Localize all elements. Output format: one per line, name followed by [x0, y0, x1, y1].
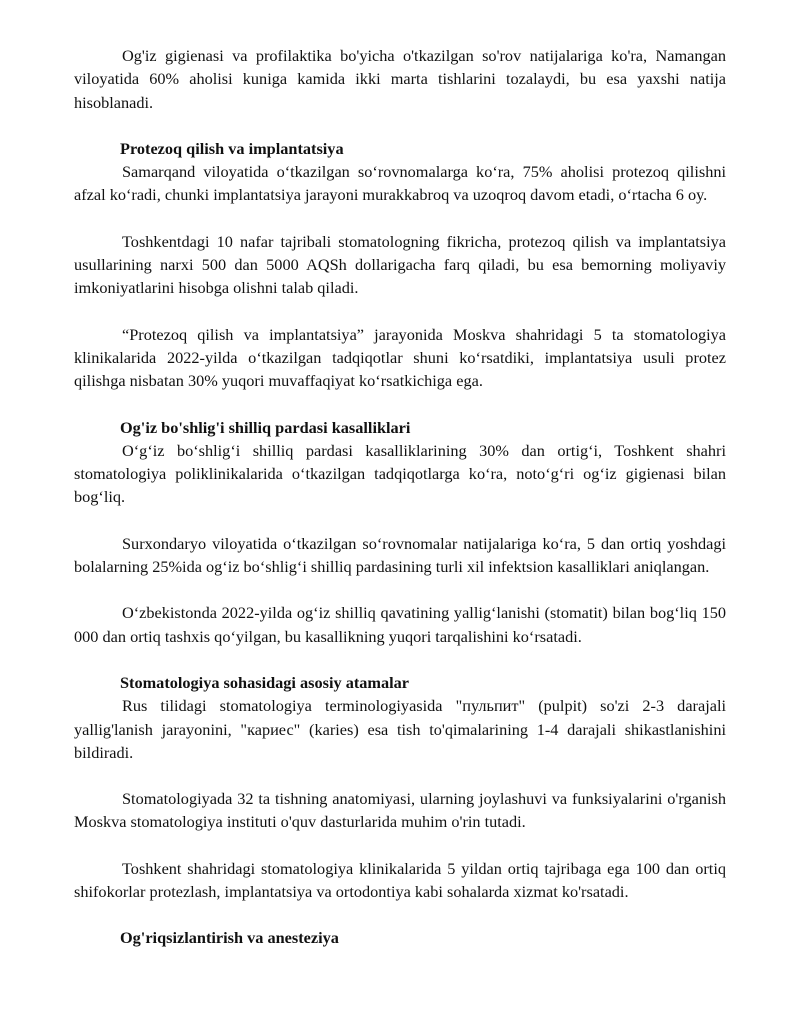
paragraph-surxondaryo: Surxondaryo viloyatida o‘tkazilgan so‘rovnomalar natijalariga ko‘ra, 5 dan ortiq yoshdagi bolalarning 25%ida og‘iz bo‘shlig‘i shilliq pardasining turli xil infektsion kasalliklari aniqlangan. [74, 533, 726, 577]
heading-atamalar: Stomatologiya sohasidagi asosiy atamalar [120, 672, 410, 692]
paragraph-hygiene-survey: Og'iz gigienasi va profilaktika bo'yicha o'tkazilgan so'rov natijalariga ko'ra, Namangan viloyatida 60% aholisi kuniga kamida ikki marta tishlarini tozalaydi, bu esa yaxshi natija hisoblanadi. [74, 46, 726, 112]
paragraph-stomatit: O‘zbekistonda 2022-yilda og‘iz shilliq qavatining yallig‘lanishi (stomatit) bilan bog‘liq 150 000 dan ortiq tashxis qo‘yilgan, bu kasallikning yuqori tarqalishini ko‘rsatadi. [74, 603, 726, 646]
paragraph-terminologiya: Rus tilidagi stomatologiya terminologiyasida "пульпит" (pulpit) so'zi 2-3 darajali yallig'lanish jarayonini, "кариес" (karies) esa tish to'qimalarining 1-4 darajali shikastlanishini bildiradi. [74, 696, 726, 762]
paragraph-shifokorlar: Toshkent shahridagi stomatologiya klinikalarida 5 yildan ortiq tajribaga ega 100 dan ortiq shifokorlar protezlash, implantatsiya va ortodontiya kabi sohalarda xizmat ko'rsatadi. [74, 858, 726, 902]
heading-protezoq: Protezoq qilish va implantatsiya [120, 138, 344, 158]
paragraph-samarqand-survey: Samarqand viloyatida o‘tkazilgan so‘rovnomalarga ko‘ra, 75% aholisi protezoq qilishni afzal ko‘radi, chunki implantatsiya jarayoni murakkabroq va uzoqroq davom etadi, o‘rtacha 6 oy. [74, 162, 726, 205]
paragraph-anatomiya: Stomatologiyada 32 ta tishning anatomiyasi, ularning joylashuvi va funksiyalarini o'rganish Moskva stomatologiya instituti o'quv dasturlarida muhim o'rin tutadi. [74, 789, 726, 832]
heading-anesteziya: Og'riqsizlantirish va anesteziya [120, 928, 339, 948]
paragraph-toshkent-prices: Toshkentdagi 10 nafar tajribali stomatologning fikricha, protezoq qilish va implantatsiya usullarining narxi 500 dan 5000 AQSh dollarigacha farq qiladi, bu esa bemorning moliyaviy imkoniyatlarini hisobga olishni talab qiladi. [74, 231, 726, 298]
heading-shilliq: Og'iz bo'shlig'i shilliq pardasi kasalliklari [120, 417, 411, 437]
paragraph-moskva-study: “Protezoq qilish va implantatsiya” jarayonida Moskva shahridagi 5 ta stomatologiya klinikalarida 2022-yilda o‘tkazilgan tadqiqotlar shuni ko‘rsatdiki, implantatsiya usuli protez qilishga nisbatan 30% yuqori muvaffaqiyat ko‘rsatkichiga ega. [74, 324, 726, 391]
paragraph-shilliq-toshkent: O‘g‘iz bo‘shlig‘i shilliq pardasi kasalliklarining 30% dan ortig‘i, Toshkent shahri stomatologiya poliklinikalarida o‘tkazilgan tadqiqotlarga ko‘ra, noto‘g‘ri og‘iz gigienasi bilan bog‘liq. [74, 440, 726, 507]
